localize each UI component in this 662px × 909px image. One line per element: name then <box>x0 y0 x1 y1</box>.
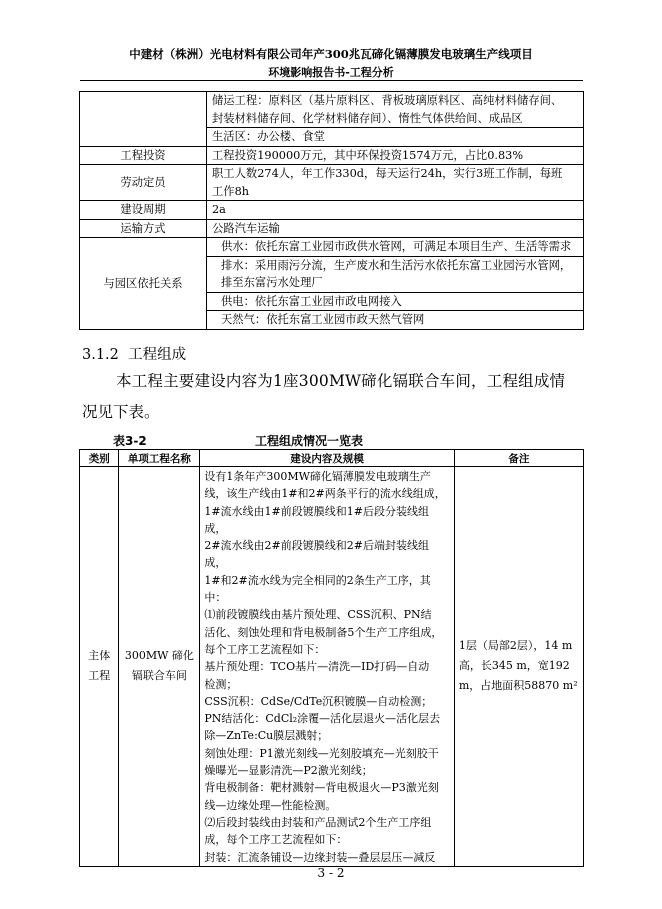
cell-line: 封装材料储存间、化学材料储存间）、惰性气体供给间、成品区 <box>212 111 523 125</box>
row-label: 建设周期 <box>80 201 207 220</box>
table-cell <box>216 292 584 311</box>
cell-line: PN结活化：CdCl₂涂覆—活化层退火—活化层去 <box>204 712 441 726</box>
content-cell <box>200 467 455 867</box>
cell-line: 成，每个工序工艺流程如下： <box>204 833 348 847</box>
table-cell <box>80 92 207 147</box>
cell-line: ⑴前段镀膜线由基片预处理、CSS沉积、PN结 <box>204 608 432 622</box>
row-label: 运输方式 <box>80 219 207 238</box>
cell-line: 公路汽车运输 <box>212 221 280 235</box>
row-label: 工程投资 <box>80 146 207 165</box>
header-title: 中建材（株洲）光电材料有限公司年产300兆瓦碲化镉薄膜发电玻璃生产线项目 <box>129 47 533 61</box>
table-cell <box>207 146 584 165</box>
table-cell <box>216 311 584 330</box>
cell-line: 设有1条年产300MW碲化镉薄膜发电玻璃生产 <box>204 470 431 483</box>
cell-line: 1#和2#流水线为完全相同的2条生产工序，其中： <box>204 573 431 605</box>
section-heading <box>82 343 186 364</box>
table-row <box>80 146 584 165</box>
column-header: 单项工程名称 <box>119 450 200 467</box>
cell-line: CSS沉积：CdSe/CdTe沉积镀膜—自动检测； <box>204 694 433 708</box>
header-rule <box>80 80 583 81</box>
cell-line: 背电极制备：靶材溅射—背电极退火—P3激光刻 <box>204 781 439 795</box>
cell-line: 天然气：依托东富工业园市政天然气管网 <box>221 313 425 326</box>
cell-line: 活化、刻蚀处理和背电极制备5个生产工序组成， <box>204 625 443 639</box>
column-header: 类别 <box>80 450 119 467</box>
table-cell <box>207 256 217 292</box>
row-label: 与园区依托关系 <box>80 238 207 330</box>
cell-line: 燥曝光—显影清洗—P2激光刻线； <box>204 764 373 778</box>
body-paragraph-line: 况见下表。 <box>82 403 160 421</box>
table-cell <box>207 292 217 311</box>
table-cell <box>207 219 584 238</box>
cell-line: 储运工程：原料区（基片原料区、背板玻璃原料区、高纯材料储存间、 <box>212 94 563 107</box>
cell-line: 主体 <box>88 649 111 663</box>
item-name-cell <box>119 467 200 867</box>
category-cell <box>80 467 119 867</box>
column-header: 备注 <box>454 450 583 467</box>
cell-line: 基片预处理：TCO基片—清洗—ID打码—自动 <box>204 660 430 674</box>
cell-line: 排水：采用雨污分流，生产废水和生活污水依托东富工业园污水管网， <box>221 258 572 272</box>
cell-line: 高，长345 m，宽192 <box>458 659 570 673</box>
cell-line: 2a <box>212 203 226 216</box>
row-label: 劳动定员 <box>80 165 207 201</box>
cell-line: 线—边缘处理—性能检测。 <box>204 798 337 812</box>
table-row <box>80 201 584 220</box>
table-row <box>80 92 584 128</box>
section-number: 3.1.2 <box>82 347 119 363</box>
cell-line: 工程 <box>88 669 111 683</box>
project-summary-table <box>79 91 584 330</box>
page-number: 3 - 2 <box>317 866 345 880</box>
cell-line: 线，该生产线由1#和2#两条平行的流水线组成， <box>204 487 446 501</box>
table-cell <box>207 201 584 220</box>
table-header-row <box>80 450 584 467</box>
cell-line: 供水：依托东富工业园市政供水管网，可满足本项目生产、生活等需求 <box>221 240 572 253</box>
table-row <box>80 238 584 257</box>
section-title: 工程组成 <box>128 347 187 363</box>
cell-line: 镉联合车间 <box>131 669 187 683</box>
cell-line: 刻蚀处理：P1激光刻线—光刻胶填充—光刻胶干 <box>204 746 439 760</box>
table-row <box>80 219 584 238</box>
cell-line: 工程投资190000万元，其中环保投资1574万元，占比0.83% <box>212 148 524 162</box>
cell-line: 职工人数274人，年工作330d，每天运行24h，实行3班工作制，每班 <box>212 167 563 180</box>
cell-line: 封装：汇流条铺设—边缘封装—叠层层压—减反 <box>204 850 436 864</box>
table-cell <box>216 238 584 257</box>
table-cell <box>207 128 584 147</box>
cell-line: m，占地面积58870 m² <box>458 679 578 693</box>
table-cell <box>207 165 584 201</box>
table-caption-number: 表3-2 <box>113 434 147 448</box>
cell-line: 1层（局部2层），14 m <box>458 639 573 653</box>
column-header: 建设内容及规模 <box>200 450 455 467</box>
table-cell <box>216 256 584 292</box>
remark-cell <box>454 467 583 867</box>
table-row <box>80 165 584 201</box>
header-subtitle: 环境影响报告书-工程分析 <box>268 66 394 79</box>
table-row <box>80 467 584 867</box>
cell-line: 供电：依托东富工业园市政电网接入 <box>221 294 402 308</box>
cell-line: 排至东富污水处理厂 <box>221 276 323 289</box>
cell-line: 工作8h <box>212 184 250 198</box>
cell-line: 除—ZnTe:Cu膜层溅射； <box>204 729 329 743</box>
cell-line: 300MW 碲化 <box>124 649 194 663</box>
table-caption-title: 工程组成情况一览表 <box>255 434 364 448</box>
cell-line: 1#流水线由1#前段镀膜线和1#后段分装线组成， <box>204 504 429 535</box>
cell-line: 2#流水线由2#前段镀膜线和2#后端封装线组成， <box>204 539 429 570</box>
cell-line: 生活区：办公楼、食堂 <box>212 130 325 143</box>
cell-line: 每个工序工艺流程如下： <box>204 642 326 656</box>
table-cell <box>207 311 217 330</box>
table-cell <box>207 238 217 257</box>
project-composition-table <box>79 449 584 867</box>
cell-line: ⑵后段封装线由封装和产品测试2个生产工序组 <box>204 815 432 829</box>
table-cell <box>207 92 584 128</box>
body-paragraph-line: 本工程主要建设内容为1座300MW碲化镉联合车间，工程组成情 <box>116 372 566 390</box>
cell-line: 检测； <box>204 677 238 691</box>
